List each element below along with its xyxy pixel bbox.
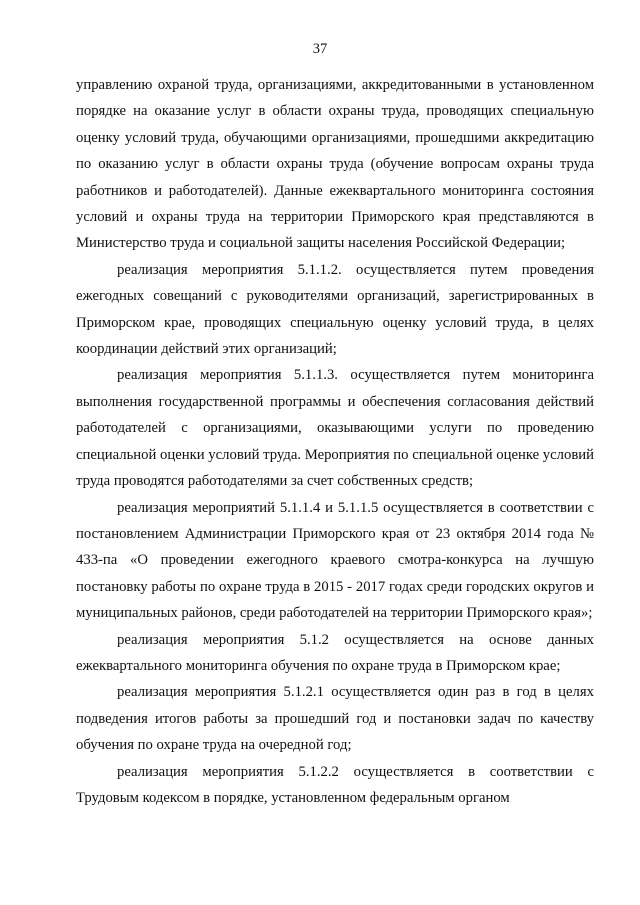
page-number: 37 bbox=[312, 41, 328, 57]
paragraph-measures-5-1-1-4-5: реализация мероприятий 5.1.1.4 и 5.1.1.5 осуществляется в соответствии с постановлением Администрации Приморского края от 23 октября 2014 года № 433-па «О проведении ежегодного краевого смотра-конкурса на лучшую постановку работы по охране труда в 2015 - 2017 годах среди городских округов и муниципальных районов, среди работодателей на территории Приморского края»; bbox=[76, 499, 594, 622]
paragraph-measure-5-1-2-1: реализация мероприятия 5.1.2.1 осуществляется один раз в год в целях подведения итогов работы за прошедший год и постановки задач по качеству обучения по охране труда на очередной год; bbox=[76, 684, 594, 754]
paragraph-continuation: управлению охраной труда, организациями, аккредитованными в установленном порядке на оказание услуг в области охраны труда, проводящих специальную оценку условий труда, обучающими организациями, прошедшими аккредитацию по оказанию услуг в области охраны труда (обучение вопросам охраны труда работников и работодателей). Данные ежеквартального мониторинга состояния условий и охраны труда на территории Приморского края представляются в Министерство труда и социальной защиты населения Российской Федерации; bbox=[76, 77, 594, 252]
paragraph-measure-5-1-1-2: реализация мероприятия 5.1.1.2. осуществляется путем проведения ежегодных совещаний с руководителями организаций, зарегистрированных в Приморском крае, проводящих специальную оценку условий труда, в целях координации действий этих организаций; bbox=[76, 261, 594, 358]
paragraph-measure-5-1-1-3: реализация мероприятия 5.1.1.3. осуществляется путем мониторинга выполнения государственной программы и обеспечения согласования действий работодателей с организациями, оказывающими услуги по проведению специальной оценки условий труда. Мероприятия по специальной оценке условий труда проводятся работодателями за счет собственных средств; bbox=[76, 367, 594, 490]
paragraph-measure-5-1-2-2: реализация мероприятия 5.1.2.2 осуществляется в соответствии с Трудовым кодексом в порядке, установленном федеральным органом bbox=[76, 763, 594, 806]
paragraph-measure-5-1-2: реализация мероприятия 5.1.2 осуществляется на основе данных ежеквартального мониторинга обучения по охране труда в Приморском крае; bbox=[76, 631, 594, 674]
document-body bbox=[76, 72, 594, 811]
